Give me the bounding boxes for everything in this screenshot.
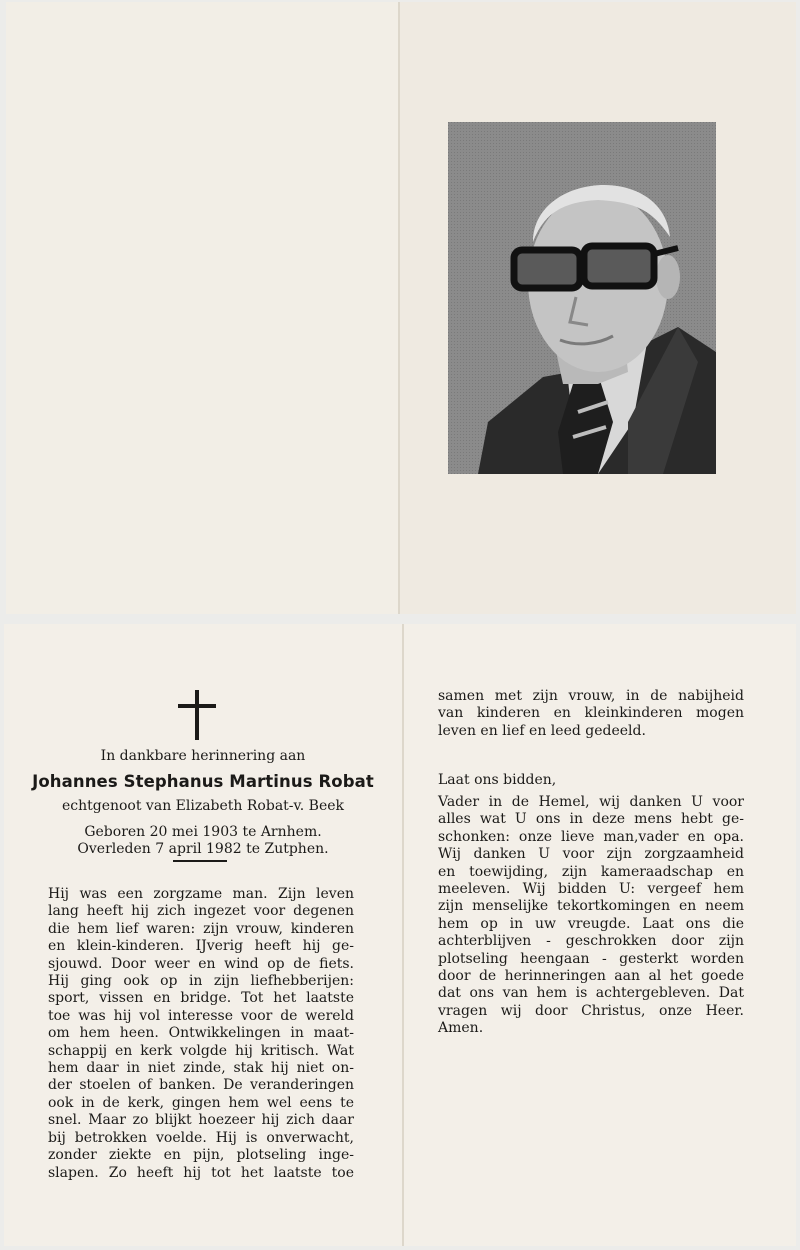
text-line: der stoelen of banken. De veranderingen — [48, 1077, 354, 1094]
text-line: van kinderen en kleinkinderen mogen — [438, 705, 744, 722]
text-line: schappij en kerk volgde hij kritisch. Wat — [48, 1042, 354, 1059]
memorial-text-continued — [438, 688, 744, 740]
card-inner-left-panel — [4, 624, 402, 1246]
text-line: leven en lief en leed gedeeld. — [438, 722, 646, 739]
divider-rule — [173, 860, 227, 862]
text-line: hem op in uw vreugde. Laat ons die — [438, 915, 744, 932]
text-line: en klein-kinderen. IJverig heeft hij ge- — [48, 938, 354, 955]
text-line: plotseling heengaan - gesterkt worden — [438, 950, 744, 967]
text-line: Hij ging ook op in zijn liefhebberijen: — [48, 973, 354, 990]
text-line: sport, vissen en bridge. Tot het laatste — [48, 990, 354, 1007]
text-line: Vader in de Hemel, wij danken U voor — [438, 794, 744, 810]
text-line: dat ons van hem is achtergebleven. Dat — [438, 985, 744, 1002]
text-line: hem daar in niet zinde, stak hij niet on- — [48, 1060, 354, 1077]
deceased-name: Johannes Stephanus Martinus Robat — [32, 772, 374, 791]
prayer-heading: Laat ons bidden, — [438, 772, 557, 788]
text-line: Amen. — [438, 1020, 484, 1037]
death-line: Overleden 7 april 1982 te Zutphen. — [77, 841, 329, 857]
portrait-photo — [448, 122, 716, 474]
text-line: achterblijven - geschrokken door zijn — [438, 933, 744, 950]
text-line: sjouwd. Door weer en wind op de fiets. — [48, 955, 354, 972]
text-line: lang heeft hij zich ingezet voor degenen — [48, 903, 354, 920]
text-line: bij betrokken voelde. Hij is onverwacht, — [48, 1129, 354, 1146]
text-line: zonder ziekte en pijn, plotseling inge- — [48, 1147, 354, 1164]
spouse-line: echtgenoot van Elizabeth Robat-v. Beek — [61, 798, 345, 814]
text-line: om hem heen. Ontwikkelingen in maat- — [48, 1025, 354, 1042]
memorial-text — [48, 886, 354, 1182]
text-line: vragen wij door Christus, onze Heer. — [438, 1002, 744, 1019]
text-line: zijn menselijke tekortkomingen en neem — [438, 898, 744, 915]
latin-cross-icon — [178, 690, 218, 740]
text-line: snel. Maar zo blijkt hoezeer hij zich daar — [48, 1112, 354, 1129]
text-line: Wij danken U voor zijn zorgzaamheid — [438, 846, 744, 863]
text-line: meeleven. Wij bidden U: vergeef hem — [438, 881, 744, 898]
prayer-text — [438, 794, 744, 1038]
intro-line: In dankbare herinnering aan — [100, 748, 306, 764]
text-line: slapen. Zo heeft hij tot het laatste toe — [48, 1164, 354, 1181]
text-line: en toewijding, zijn kameraadschap en — [438, 863, 744, 880]
text-line: samen met zijn vrouw, in de nabijheid — [438, 688, 744, 704]
text-line: schonken: onze lieve man,vader en opa. — [438, 828, 744, 845]
text-line: alles wat U ons in deze mens hebt ge- — [438, 811, 744, 828]
text-line: door de herinneringen aan al het goede — [438, 968, 744, 985]
text-line: Hij was een zorgzame man. Zijn leven — [48, 886, 354, 902]
text-line: die hem lief waren: zijn vrouw, kinderen — [48, 920, 354, 937]
birth-line: Geboren 20 mei 1903 te Arnhem. — [84, 824, 322, 840]
text-line: ook in de kerk, gingen hem wel eens te — [48, 1094, 354, 1111]
text-line: toe was hij vol interesse voor de wereld — [48, 1007, 354, 1024]
card-back-panel — [6, 2, 398, 614]
